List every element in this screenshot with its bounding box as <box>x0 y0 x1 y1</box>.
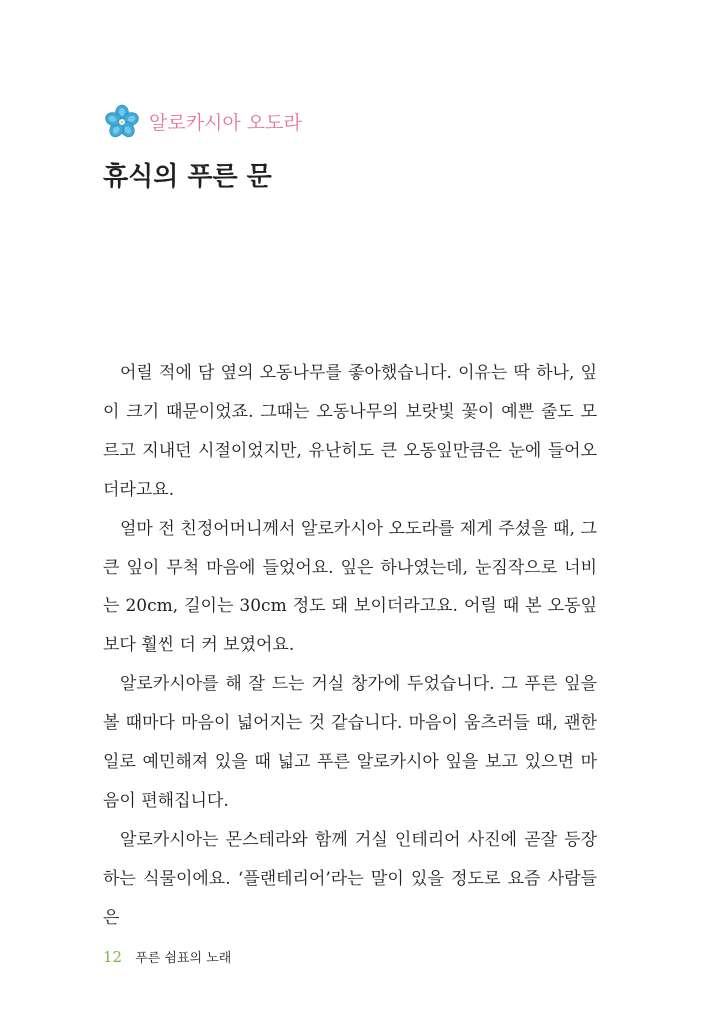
page-footer <box>103 947 231 966</box>
paragraph-1: 어릴 적에 담 옆의 오동나무를 좋아했습니다. 이유는 딱 하나, 잎이 크기 때문이었죠. 그때는 오동나무의 보랏빛 꽃이 예쁜 줄도 모르고 지내던 시절이었지만, 유난히도 큰 오동잎만큼은 눈에 들어오더라고요. <box>103 363 597 500</box>
chapter-title: 휴식의 푸른 문 <box>103 162 272 192</box>
paragraph-4: 알로카시아는 몬스테라와 함께 거실 인테리어 사진에 곧잘 등장하는 식물이에요. ‘플랜테리어’라는 말이 있을 정도로 요즘 사람들은 <box>103 829 597 928</box>
paragraph-2: 얼마 전 친정어머니께서 알로카시아 오도라를 제게 주셨을 때, 그 큰 잎이 무척 마음에 들었어요. 잎은 하나였는데, 눈짐작으로 너비는 20cm, 길이는 30cm 정도 돼 보이더라고요. 어릴 때 본 오동잎보다 훨씬 더 커 보였어요. <box>103 518 597 656</box>
chapter-subtitle: 알로카시아 오도라 <box>149 112 302 134</box>
page-number: 12 <box>103 948 123 966</box>
paragraph-3: 알로카시아를 해 잘 드는 거실 창가에 두었습니다. 그 푸른 잎을 볼 때마다 마음이 넓어지는 것 같습니다. 마음이 움츠러들 때, 괜한 일로 예민해져 있을 때 넓고 푸른 알로카시아 잎을 보고 있으면 마음이 편해집니다. <box>103 674 597 811</box>
book-title: 푸른 쉼표의 노래 <box>135 951 232 966</box>
body-text <box>103 354 597 938</box>
flower-icon <box>104 104 140 140</box>
